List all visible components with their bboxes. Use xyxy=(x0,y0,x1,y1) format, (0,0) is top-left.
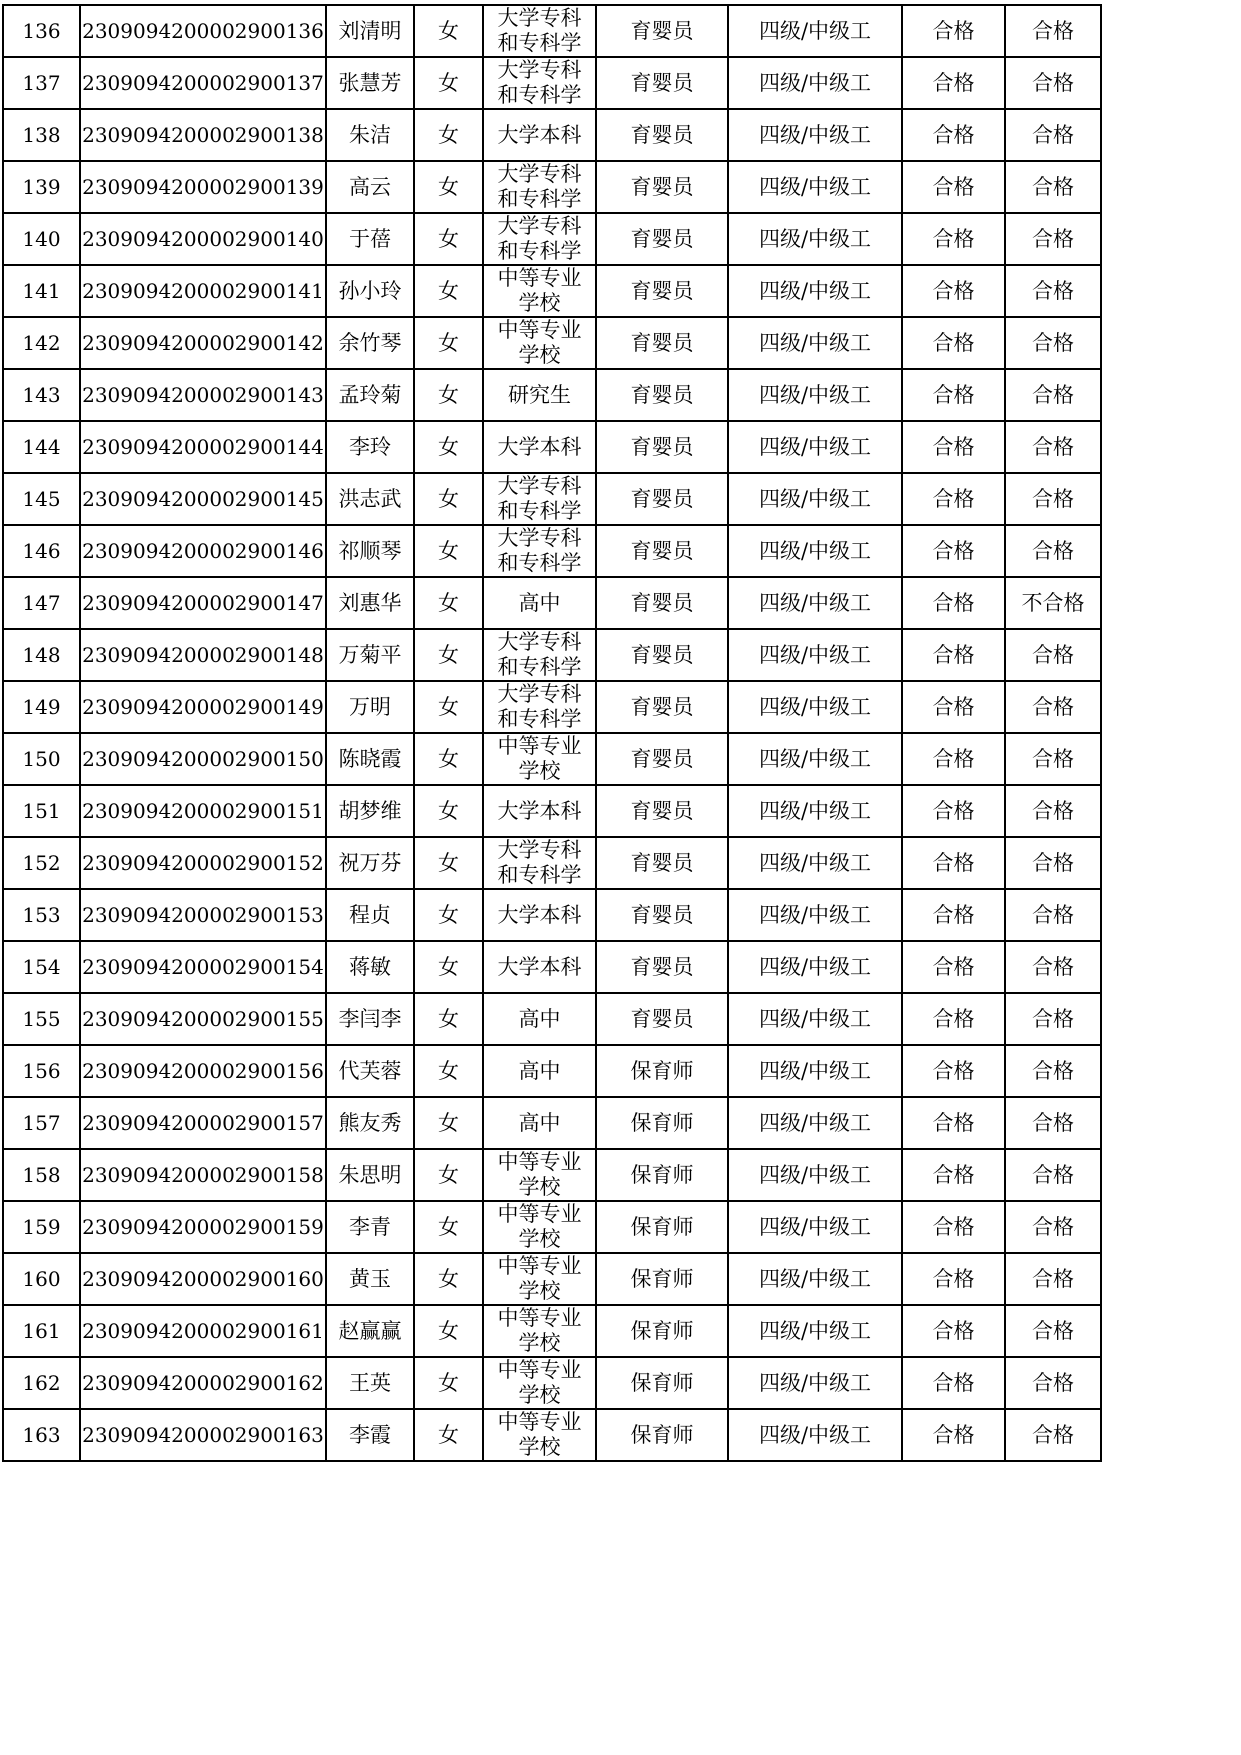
result-theory-cell: 合格 xyxy=(902,1253,1005,1305)
result-theory-cell: 合格 xyxy=(902,1149,1005,1201)
row-number-cell: 144 xyxy=(3,421,80,473)
occupation-cell: 育婴员 xyxy=(596,941,728,993)
result-practical-cell: 合格 xyxy=(1005,785,1101,837)
gender-cell: 女 xyxy=(414,1201,483,1253)
certificate-number-cell: 2309094200002900143 xyxy=(80,369,326,421)
table-body xyxy=(3,5,1101,1461)
candidate-name-cell: 赵赢赢 xyxy=(326,1305,414,1357)
occupation-cell: 保育师 xyxy=(596,1253,728,1305)
row-number-cell: 148 xyxy=(3,629,80,681)
result-theory-cell: 合格 xyxy=(902,265,1005,317)
table-row xyxy=(3,1045,1101,1097)
table-row xyxy=(3,785,1101,837)
result-theory-cell: 合格 xyxy=(902,629,1005,681)
gender-cell: 女 xyxy=(414,1409,483,1461)
result-practical-cell: 合格 xyxy=(1005,1201,1101,1253)
row-number-cell: 139 xyxy=(3,161,80,213)
gender-cell: 女 xyxy=(414,1253,483,1305)
row-number-cell: 155 xyxy=(3,993,80,1045)
certificate-number-cell: 2309094200002900146 xyxy=(80,525,326,577)
table-row xyxy=(3,161,1101,213)
table-row xyxy=(3,1149,1101,1201)
table-row xyxy=(3,473,1101,525)
row-number-cell: 141 xyxy=(3,265,80,317)
result-theory-cell: 合格 xyxy=(902,1409,1005,1461)
occupation-cell: 保育师 xyxy=(596,1409,728,1461)
occupation-cell: 育婴员 xyxy=(596,369,728,421)
gender-cell: 女 xyxy=(414,681,483,733)
certificate-number-cell: 2309094200002900141 xyxy=(80,265,326,317)
table-row xyxy=(3,681,1101,733)
result-practical-cell: 合格 xyxy=(1005,421,1101,473)
occupation-cell: 保育师 xyxy=(596,1201,728,1253)
table-row xyxy=(3,889,1101,941)
candidate-name-cell: 万菊平 xyxy=(326,629,414,681)
candidate-name-cell: 刘惠华 xyxy=(326,577,414,629)
gender-cell: 女 xyxy=(414,993,483,1045)
result-practical-cell: 合格 xyxy=(1005,57,1101,109)
education-level-cell: 大学专科 和专科学 xyxy=(483,525,596,577)
occupation-cell: 育婴员 xyxy=(596,473,728,525)
row-number-cell: 160 xyxy=(3,1253,80,1305)
candidate-name-cell: 张慧芳 xyxy=(326,57,414,109)
result-theory-cell: 合格 xyxy=(902,681,1005,733)
result-practical-cell: 合格 xyxy=(1005,161,1101,213)
education-level-cell: 高中 xyxy=(483,993,596,1045)
education-level-cell: 大学专科 和专科学 xyxy=(483,161,596,213)
row-number-cell: 140 xyxy=(3,213,80,265)
education-level-cell: 高中 xyxy=(483,1045,596,1097)
skill-level-cell: 四级/中级工 xyxy=(728,1409,902,1461)
row-number-cell: 162 xyxy=(3,1357,80,1409)
occupation-cell: 育婴员 xyxy=(596,733,728,785)
gender-cell: 女 xyxy=(414,1097,483,1149)
skill-level-cell: 四级/中级工 xyxy=(728,681,902,733)
result-practical-cell: 合格 xyxy=(1005,1357,1101,1409)
result-theory-cell: 合格 xyxy=(902,109,1005,161)
skill-level-cell: 四级/中级工 xyxy=(728,1201,902,1253)
result-practical-cell: 合格 xyxy=(1005,1409,1101,1461)
result-theory-cell: 合格 xyxy=(902,1045,1005,1097)
row-number-cell: 159 xyxy=(3,1201,80,1253)
candidate-name-cell: 陈晓霞 xyxy=(326,733,414,785)
result-theory-cell: 合格 xyxy=(902,785,1005,837)
gender-cell: 女 xyxy=(414,265,483,317)
result-practical-cell: 合格 xyxy=(1005,1149,1101,1201)
skill-level-cell: 四级/中级工 xyxy=(728,525,902,577)
candidate-name-cell: 蒋敏 xyxy=(326,941,414,993)
occupation-cell: 保育师 xyxy=(596,1045,728,1097)
row-number-cell: 151 xyxy=(3,785,80,837)
skill-level-cell: 四级/中级工 xyxy=(728,1357,902,1409)
candidate-name-cell: 朱思明 xyxy=(326,1149,414,1201)
gender-cell: 女 xyxy=(414,213,483,265)
table-row xyxy=(3,265,1101,317)
candidate-name-cell: 熊友秀 xyxy=(326,1097,414,1149)
skill-level-cell: 四级/中级工 xyxy=(728,161,902,213)
education-level-cell: 大学本科 xyxy=(483,941,596,993)
result-theory-cell: 合格 xyxy=(902,57,1005,109)
certificate-number-cell: 2309094200002900144 xyxy=(80,421,326,473)
occupation-cell: 保育师 xyxy=(596,1305,728,1357)
row-number-cell: 142 xyxy=(3,317,80,369)
education-level-cell: 中等专业 学校 xyxy=(483,1357,596,1409)
occupation-cell: 育婴员 xyxy=(596,57,728,109)
gender-cell: 女 xyxy=(414,317,483,369)
occupation-cell: 育婴员 xyxy=(596,577,728,629)
candidate-name-cell: 于蓓 xyxy=(326,213,414,265)
row-number-cell: 137 xyxy=(3,57,80,109)
result-theory-cell: 合格 xyxy=(902,1097,1005,1149)
row-number-cell: 163 xyxy=(3,1409,80,1461)
education-level-cell: 大学本科 xyxy=(483,889,596,941)
table-row xyxy=(3,525,1101,577)
certificate-number-cell: 2309094200002900159 xyxy=(80,1201,326,1253)
certificate-number-cell: 2309094200002900162 xyxy=(80,1357,326,1409)
row-number-cell: 153 xyxy=(3,889,80,941)
education-level-cell: 大学专科 和专科学 xyxy=(483,5,596,57)
candidate-name-cell: 李闫李 xyxy=(326,993,414,1045)
education-level-cell: 高中 xyxy=(483,1097,596,1149)
table-row xyxy=(3,1305,1101,1357)
education-level-cell: 大学专科 和专科学 xyxy=(483,57,596,109)
skill-level-cell: 四级/中级工 xyxy=(728,837,902,889)
education-level-cell: 大学专科 和专科学 xyxy=(483,629,596,681)
table-row xyxy=(3,109,1101,161)
skill-level-cell: 四级/中级工 xyxy=(728,57,902,109)
education-level-cell: 中等专业 学校 xyxy=(483,1409,596,1461)
table-row xyxy=(3,1201,1101,1253)
result-practical-cell: 合格 xyxy=(1005,993,1101,1045)
candidate-name-cell: 李青 xyxy=(326,1201,414,1253)
occupation-cell: 育婴员 xyxy=(596,889,728,941)
education-level-cell: 大学本科 xyxy=(483,109,596,161)
education-level-cell: 大学专科 和专科学 xyxy=(483,473,596,525)
education-level-cell: 大学专科 和专科学 xyxy=(483,681,596,733)
gender-cell: 女 xyxy=(414,421,483,473)
gender-cell: 女 xyxy=(414,1045,483,1097)
candidate-name-cell: 李玲 xyxy=(326,421,414,473)
skill-level-cell: 四级/中级工 xyxy=(728,733,902,785)
skill-level-cell: 四级/中级工 xyxy=(728,629,902,681)
skill-level-cell: 四级/中级工 xyxy=(728,1097,902,1149)
certificate-number-cell: 2309094200002900139 xyxy=(80,161,326,213)
candidate-name-cell: 祁顺琴 xyxy=(326,525,414,577)
gender-cell: 女 xyxy=(414,1305,483,1357)
skill-level-cell: 四级/中级工 xyxy=(728,993,902,1045)
certificate-number-cell: 2309094200002900151 xyxy=(80,785,326,837)
occupation-cell: 保育师 xyxy=(596,1097,728,1149)
occupation-cell: 育婴员 xyxy=(596,785,728,837)
occupation-cell: 保育师 xyxy=(596,1149,728,1201)
candidate-name-cell: 李霞 xyxy=(326,1409,414,1461)
row-number-cell: 156 xyxy=(3,1045,80,1097)
skill-level-cell: 四级/中级工 xyxy=(728,1045,902,1097)
education-level-cell: 中等专业 学校 xyxy=(483,1201,596,1253)
skill-level-cell: 四级/中级工 xyxy=(728,785,902,837)
certificate-number-cell: 2309094200002900160 xyxy=(80,1253,326,1305)
occupation-cell: 育婴员 xyxy=(596,525,728,577)
table-row xyxy=(3,317,1101,369)
result-theory-cell: 合格 xyxy=(902,317,1005,369)
table-row xyxy=(3,993,1101,1045)
candidate-name-cell: 黄玉 xyxy=(326,1253,414,1305)
occupation-cell: 育婴员 xyxy=(596,5,728,57)
education-level-cell: 中等专业 学校 xyxy=(483,1149,596,1201)
gender-cell: 女 xyxy=(414,57,483,109)
occupation-cell: 育婴员 xyxy=(596,317,728,369)
education-level-cell: 中等专业 学校 xyxy=(483,733,596,785)
result-practical-cell: 合格 xyxy=(1005,837,1101,889)
candidate-name-cell: 祝万芬 xyxy=(326,837,414,889)
candidate-name-cell: 胡梦维 xyxy=(326,785,414,837)
certificate-number-cell: 2309094200002900152 xyxy=(80,837,326,889)
result-theory-cell: 合格 xyxy=(902,369,1005,421)
row-number-cell: 154 xyxy=(3,941,80,993)
result-theory-cell: 合格 xyxy=(902,1305,1005,1357)
row-number-cell: 152 xyxy=(3,837,80,889)
row-number-cell: 138 xyxy=(3,109,80,161)
certificate-number-cell: 2309094200002900138 xyxy=(80,109,326,161)
occupation-cell: 育婴员 xyxy=(596,213,728,265)
education-level-cell: 中等专业 学校 xyxy=(483,1305,596,1357)
result-practical-cell: 合格 xyxy=(1005,369,1101,421)
gender-cell: 女 xyxy=(414,369,483,421)
gender-cell: 女 xyxy=(414,577,483,629)
education-level-cell: 高中 xyxy=(483,577,596,629)
candidate-name-cell: 朱洁 xyxy=(326,109,414,161)
result-practical-cell: 合格 xyxy=(1005,473,1101,525)
occupation-cell: 保育师 xyxy=(596,1357,728,1409)
table-row xyxy=(3,577,1101,629)
table-row xyxy=(3,837,1101,889)
result-practical-cell: 不合格 xyxy=(1005,577,1101,629)
result-practical-cell: 合格 xyxy=(1005,941,1101,993)
gender-cell: 女 xyxy=(414,837,483,889)
table-row xyxy=(3,57,1101,109)
certificate-number-cell: 2309094200002900153 xyxy=(80,889,326,941)
table-row xyxy=(3,5,1101,57)
occupation-cell: 育婴员 xyxy=(596,161,728,213)
table-row xyxy=(3,1097,1101,1149)
occupation-cell: 育婴员 xyxy=(596,681,728,733)
certificate-number-cell: 2309094200002900161 xyxy=(80,1305,326,1357)
occupation-cell: 育婴员 xyxy=(596,421,728,473)
gender-cell: 女 xyxy=(414,109,483,161)
skill-level-cell: 四级/中级工 xyxy=(728,941,902,993)
skill-level-cell: 四级/中级工 xyxy=(728,889,902,941)
gender-cell: 女 xyxy=(414,629,483,681)
result-practical-cell: 合格 xyxy=(1005,109,1101,161)
result-theory-cell: 合格 xyxy=(902,889,1005,941)
certificate-number-cell: 2309094200002900155 xyxy=(80,993,326,1045)
skill-level-cell: 四级/中级工 xyxy=(728,421,902,473)
gender-cell: 女 xyxy=(414,525,483,577)
row-number-cell: 143 xyxy=(3,369,80,421)
skill-level-cell: 四级/中级工 xyxy=(728,1149,902,1201)
result-theory-cell: 合格 xyxy=(902,421,1005,473)
result-practical-cell: 合格 xyxy=(1005,265,1101,317)
result-practical-cell: 合格 xyxy=(1005,317,1101,369)
table-row xyxy=(3,1357,1101,1409)
result-theory-cell: 合格 xyxy=(902,941,1005,993)
row-number-cell: 136 xyxy=(3,5,80,57)
occupation-cell: 育婴员 xyxy=(596,265,728,317)
certificate-number-cell: 2309094200002900157 xyxy=(80,1097,326,1149)
education-level-cell: 大学专科 和专科学 xyxy=(483,837,596,889)
result-practical-cell: 合格 xyxy=(1005,1045,1101,1097)
result-theory-cell: 合格 xyxy=(902,837,1005,889)
education-level-cell: 中等专业 学校 xyxy=(483,1253,596,1305)
results-table xyxy=(2,4,1102,1462)
row-number-cell: 147 xyxy=(3,577,80,629)
gender-cell: 女 xyxy=(414,941,483,993)
result-theory-cell: 合格 xyxy=(902,525,1005,577)
gender-cell: 女 xyxy=(414,1149,483,1201)
education-level-cell: 研究生 xyxy=(483,369,596,421)
candidate-name-cell: 洪志武 xyxy=(326,473,414,525)
certificate-number-cell: 2309094200002900145 xyxy=(80,473,326,525)
gender-cell: 女 xyxy=(414,161,483,213)
result-practical-cell: 合格 xyxy=(1005,1305,1101,1357)
table-row xyxy=(3,629,1101,681)
certificate-number-cell: 2309094200002900156 xyxy=(80,1045,326,1097)
certificate-number-cell: 2309094200002900149 xyxy=(80,681,326,733)
result-theory-cell: 合格 xyxy=(902,1201,1005,1253)
row-number-cell: 158 xyxy=(3,1149,80,1201)
certificate-number-cell: 2309094200002900154 xyxy=(80,941,326,993)
candidate-name-cell: 代芙蓉 xyxy=(326,1045,414,1097)
result-practical-cell: 合格 xyxy=(1005,213,1101,265)
candidate-name-cell: 程贞 xyxy=(326,889,414,941)
table-row xyxy=(3,1409,1101,1461)
certificate-number-cell: 2309094200002900147 xyxy=(80,577,326,629)
certificate-number-cell: 2309094200002900150 xyxy=(80,733,326,785)
certificate-number-cell: 2309094200002900148 xyxy=(80,629,326,681)
skill-level-cell: 四级/中级工 xyxy=(728,265,902,317)
occupation-cell: 育婴员 xyxy=(596,109,728,161)
candidate-name-cell: 万明 xyxy=(326,681,414,733)
skill-level-cell: 四级/中级工 xyxy=(728,109,902,161)
table-row xyxy=(3,733,1101,785)
result-theory-cell: 合格 xyxy=(902,473,1005,525)
education-level-cell: 中等专业 学校 xyxy=(483,317,596,369)
certificate-number-cell: 2309094200002900158 xyxy=(80,1149,326,1201)
education-level-cell: 大学本科 xyxy=(483,785,596,837)
skill-level-cell: 四级/中级工 xyxy=(728,473,902,525)
result-theory-cell: 合格 xyxy=(902,213,1005,265)
education-level-cell: 中等专业 学校 xyxy=(483,265,596,317)
certificate-number-cell: 2309094200002900137 xyxy=(80,57,326,109)
result-practical-cell: 合格 xyxy=(1005,5,1101,57)
candidate-name-cell: 孟玲菊 xyxy=(326,369,414,421)
row-number-cell: 150 xyxy=(3,733,80,785)
gender-cell: 女 xyxy=(414,1357,483,1409)
certificate-number-cell: 2309094200002900163 xyxy=(80,1409,326,1461)
table-row xyxy=(3,1253,1101,1305)
result-theory-cell: 合格 xyxy=(902,161,1005,213)
gender-cell: 女 xyxy=(414,889,483,941)
table-row xyxy=(3,941,1101,993)
result-theory-cell: 合格 xyxy=(902,733,1005,785)
education-level-cell: 大学本科 xyxy=(483,421,596,473)
skill-level-cell: 四级/中级工 xyxy=(728,577,902,629)
result-practical-cell: 合格 xyxy=(1005,1097,1101,1149)
result-theory-cell: 合格 xyxy=(902,993,1005,1045)
result-theory-cell: 合格 xyxy=(902,1357,1005,1409)
row-number-cell: 145 xyxy=(3,473,80,525)
skill-level-cell: 四级/中级工 xyxy=(728,369,902,421)
result-practical-cell: 合格 xyxy=(1005,525,1101,577)
occupation-cell: 育婴员 xyxy=(596,629,728,681)
occupation-cell: 育婴员 xyxy=(596,837,728,889)
occupation-cell: 育婴员 xyxy=(596,993,728,1045)
result-theory-cell: 合格 xyxy=(902,577,1005,629)
row-number-cell: 157 xyxy=(3,1097,80,1149)
result-practical-cell: 合格 xyxy=(1005,889,1101,941)
gender-cell: 女 xyxy=(414,733,483,785)
gender-cell: 女 xyxy=(414,5,483,57)
row-number-cell: 149 xyxy=(3,681,80,733)
row-number-cell: 161 xyxy=(3,1305,80,1357)
gender-cell: 女 xyxy=(414,473,483,525)
row-number-cell: 146 xyxy=(3,525,80,577)
skill-level-cell: 四级/中级工 xyxy=(728,1253,902,1305)
skill-level-cell: 四级/中级工 xyxy=(728,317,902,369)
result-theory-cell: 合格 xyxy=(902,5,1005,57)
skill-level-cell: 四级/中级工 xyxy=(728,1305,902,1357)
table-row xyxy=(3,213,1101,265)
candidate-name-cell: 孙小玲 xyxy=(326,265,414,317)
candidate-name-cell: 王英 xyxy=(326,1357,414,1409)
result-practical-cell: 合格 xyxy=(1005,733,1101,785)
gender-cell: 女 xyxy=(414,785,483,837)
certificate-number-cell: 2309094200002900136 xyxy=(80,5,326,57)
result-practical-cell: 合格 xyxy=(1005,629,1101,681)
skill-level-cell: 四级/中级工 xyxy=(728,5,902,57)
skill-level-cell: 四级/中级工 xyxy=(728,213,902,265)
education-level-cell: 大学专科 和专科学 xyxy=(483,213,596,265)
table-row xyxy=(3,421,1101,473)
candidate-name-cell: 刘清明 xyxy=(326,5,414,57)
certificate-number-cell: 2309094200002900140 xyxy=(80,213,326,265)
certificate-number-cell: 2309094200002900142 xyxy=(80,317,326,369)
table-row xyxy=(3,369,1101,421)
candidate-name-cell: 高云 xyxy=(326,161,414,213)
candidate-name-cell: 余竹琴 xyxy=(326,317,414,369)
result-practical-cell: 合格 xyxy=(1005,681,1101,733)
result-practical-cell: 合格 xyxy=(1005,1253,1101,1305)
